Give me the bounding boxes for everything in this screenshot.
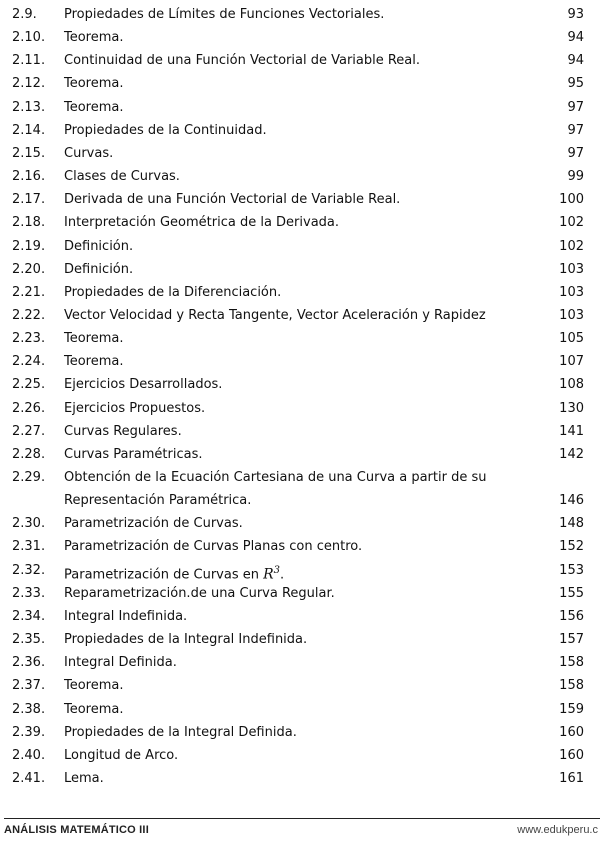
toc-entry-number: 2.19.	[12, 238, 46, 254]
toc-entry-number: 2.38.	[12, 701, 46, 717]
toc-entry-page: 158	[559, 678, 584, 694]
toc-entry-title-text: Teorema.	[64, 99, 124, 115]
toc-entry-title	[64, 651, 177, 674]
toc-entry	[0, 119, 600, 142]
toc-entry-page: 95	[567, 76, 584, 92]
toc-entry-title	[64, 281, 281, 304]
toc-entry-title-tail: .	[280, 566, 285, 582]
toc-entry-title	[64, 397, 205, 420]
toc-entry-number: 2.11.	[12, 53, 46, 69]
toc-entry-page: 97	[567, 122, 584, 138]
toc-entry-title	[64, 628, 307, 651]
toc-entry-page: 107	[559, 354, 584, 370]
toc-entry-number: 2.10.	[12, 30, 46, 46]
toc-entry-title	[64, 466, 486, 489]
toc-entry	[0, 96, 600, 119]
toc-entry-page: 158	[559, 655, 584, 671]
toc-entry-page: 156	[559, 608, 584, 624]
toc-entry-number: 2.14.	[12, 122, 46, 138]
toc-entry-title	[64, 304, 486, 327]
toc-entry-title-text: Integral Indefinida.	[64, 608, 188, 624]
toc-entry-title-text: Curvas Paramétricas.	[64, 446, 203, 462]
toc-entry	[0, 72, 600, 95]
toc-entry-title	[64, 327, 124, 350]
toc-entry-number: 2.36.	[12, 655, 46, 671]
toc-entry-title	[64, 674, 124, 697]
toc-entry-title-text: Propiedades de la Integral Indefinida.	[64, 632, 308, 648]
toc-entry-number: 2.30.	[12, 516, 46, 532]
toc-entry	[0, 582, 600, 605]
toc-entry	[0, 26, 600, 49]
toc-entry-number: 2.40.	[12, 747, 46, 763]
toc-entry-title-text: Curvas.	[64, 145, 114, 161]
toc-entry-title-text: Teorema.	[64, 30, 124, 46]
toc-entry-title	[64, 373, 222, 396]
toc-entry-number: 2.20.	[12, 261, 46, 277]
toc-entry-number: 2.21.	[12, 284, 46, 300]
toc-entry-title-text: Longitud de Arco.	[64, 747, 179, 763]
toc-entry-number: 2.15.	[12, 145, 46, 161]
toc-entry-title	[64, 582, 335, 605]
toc-entry-number: 2.23.	[12, 331, 46, 347]
toc-entry-title-text: Definición.	[64, 261, 134, 277]
toc-entry-title	[64, 605, 187, 628]
toc-entry-page: 94	[567, 30, 584, 46]
toc-entry	[0, 420, 600, 443]
toc-entry	[0, 350, 600, 373]
toc-entry-number: 2.25.	[12, 377, 46, 393]
toc-entry-page: 152	[559, 539, 584, 555]
math-superscript: 3	[273, 564, 281, 576]
toc-entry-title	[64, 767, 104, 790]
toc-entry	[0, 235, 600, 258]
toc-entry-title-text: Parametrización de Curvas en	[64, 566, 259, 582]
toc-entry-number: 2.39.	[12, 724, 46, 740]
toc-entry-page: 99	[567, 169, 584, 185]
toc-entry-title-text: Teorema.	[64, 678, 124, 694]
toc-entry-page: 97	[567, 145, 584, 161]
footer-divider	[4, 818, 600, 819]
toc-entry-page: 146	[559, 493, 584, 509]
toc-entry-page: 102	[559, 215, 584, 231]
toc-entry-title-text: Propiedades de la Continuidad.	[64, 122, 267, 138]
toc-entry-number: 2.28.	[12, 446, 46, 462]
toc-entry-title-text: Curvas Regulares.	[64, 423, 182, 439]
toc-entry	[0, 651, 600, 674]
toc-entry-title	[64, 49, 420, 72]
toc-entry-title-text: Teorema.	[64, 354, 124, 370]
toc-entry-page: 141	[559, 423, 584, 439]
toc-entry-title	[64, 119, 267, 142]
toc-entry-number: 2.18.	[12, 215, 46, 231]
toc-entry-page: 159	[559, 701, 584, 717]
footer-book-title: ANÁLISIS MATEMÁTICO III	[4, 824, 149, 836]
toc-entry-number: 2.29.	[12, 470, 46, 485]
toc-entry	[0, 674, 600, 697]
toc-entry-page: 105	[559, 331, 584, 347]
toc-entry	[0, 605, 600, 628]
toc-entry-title	[64, 744, 178, 767]
toc-entry-title-text: Teorema.	[64, 701, 124, 717]
toc-entry-page: 93	[567, 7, 584, 22]
toc-entry-number: 2.12.	[12, 76, 46, 92]
toc-entry-number: 2.13.	[12, 99, 46, 115]
toc-entry-title	[64, 698, 124, 721]
toc-entry-title-text: Parametrización de Curvas Planas con centro.	[64, 539, 363, 555]
toc-entry-title-text: Reparametrización.de una Curva Regular.	[64, 585, 335, 601]
toc-entry-number: 2.9.	[12, 7, 37, 22]
toc-entry-title-text: Vector Velocidad y Recta Tangente, Vector Aceleración y Rapidez	[64, 307, 486, 323]
toc-entry-page: 160	[559, 747, 584, 763]
toc-entry-page: 103	[559, 261, 584, 277]
toc-entry	[0, 628, 600, 651]
toc-entry-page: 157	[559, 632, 584, 648]
toc-entry-title-text: Teorema.	[64, 331, 124, 347]
toc-entry-page: 97	[567, 99, 584, 115]
toc-entry	[0, 535, 600, 558]
toc-entry-title	[64, 165, 180, 188]
toc-entry-page: 103	[559, 307, 584, 323]
footer-website: www.edukperu.c	[517, 824, 598, 836]
toc-entry	[0, 373, 600, 396]
toc-entry-page: 108	[559, 377, 584, 393]
toc-entry	[0, 721, 600, 744]
toc-entry	[0, 397, 600, 420]
toc-entry-title	[64, 258, 133, 281]
toc-entry-number: 2.27.	[12, 423, 46, 439]
toc-entry-title	[64, 188, 400, 211]
toc-entry	[0, 698, 600, 721]
toc-entry-title-text: Derivada de una Función Vectorial de Variable Real.	[64, 192, 401, 208]
toc-entry-title-text: Lema.	[64, 770, 104, 786]
toc-entry-page: 103	[559, 284, 584, 300]
toc-entry	[0, 489, 600, 512]
toc-entry-title	[64, 489, 251, 512]
toc-entry-number: 2.33.	[12, 585, 46, 601]
toc-entry	[0, 258, 600, 281]
toc-entry-page: 153	[559, 562, 584, 578]
toc-entry-title	[64, 72, 124, 95]
toc-entry-title	[64, 26, 124, 49]
toc-entry	[0, 281, 600, 304]
toc-entry-title-text: Integral Definida.	[64, 655, 177, 671]
toc-entry-title-text: Ejercicios Desarrollados.	[64, 377, 223, 393]
toc-entry-title	[64, 443, 203, 466]
toc-entry-title-text: Propiedades de la Integral Definida.	[64, 724, 297, 740]
toc-entry	[0, 512, 600, 535]
toc-entry-title	[64, 3, 384, 26]
math-symbol: R	[263, 565, 274, 582]
toc-entry-title-text: Continuidad de una Función Vectorial de Variable Real.	[64, 53, 421, 69]
toc-entry	[0, 188, 600, 211]
toc-entry	[0, 443, 600, 466]
toc-entry-number: 2.24.	[12, 354, 46, 370]
toc-entry-title-text: Definición.	[64, 238, 134, 254]
toc-entry-title	[64, 535, 362, 558]
toc-entry-title	[64, 142, 113, 165]
toc-entry-title	[64, 211, 339, 234]
toc-entry-title-text: Ejercicios Propuestos.	[64, 400, 206, 416]
toc-entry-page: 148	[559, 516, 584, 532]
toc-entry-title	[64, 512, 243, 535]
toc-entry-page: 160	[559, 724, 584, 740]
toc-entry-title-text: Interpretación Geométrica de la Derivada.	[64, 215, 340, 231]
toc-entry-page: 100	[559, 192, 584, 208]
toc-entry-title-text: Representación Paramétrica.	[64, 493, 252, 509]
toc-entry-number: 2.37.	[12, 678, 46, 694]
toc-entry-number: 2.35.	[12, 632, 46, 648]
toc-entry	[0, 49, 600, 72]
toc-entry-title	[64, 96, 124, 119]
toc-entry	[0, 466, 600, 489]
toc-entry-page: 94	[567, 53, 584, 69]
toc-entry-number: 2.34.	[12, 608, 46, 624]
toc-entry-title	[64, 235, 133, 258]
toc-entry-number: 2.41.	[12, 770, 46, 786]
toc-entry-page: 142	[559, 446, 584, 462]
toc-entry	[0, 744, 600, 767]
toc-entry	[0, 142, 600, 165]
toc-entry-number: 2.16.	[12, 169, 46, 185]
toc-entry-title-text: Teorema.	[64, 76, 124, 92]
toc-entry-title-text: Propiedades de la Diferenciación.	[64, 284, 282, 300]
toc-entry-title	[64, 721, 297, 744]
toc-entry-number: 2.32.	[12, 562, 46, 578]
toc-entry-number: 2.31.	[12, 539, 46, 555]
toc-entry-number: 2.22.	[12, 307, 46, 323]
toc-entry-number: 2.17.	[12, 192, 46, 208]
toc-entry-number: 2.26.	[12, 400, 46, 416]
toc-entry-title-text: Obtención de la Ecuación Cartesiana de una Curva a partir de su	[64, 470, 487, 485]
toc-entry-title-text: Clases de Curvas.	[64, 169, 180, 185]
toc-entry-page: 155	[559, 585, 584, 601]
toc-entry-page: 130	[559, 400, 584, 416]
toc-entry	[0, 3, 600, 26]
toc-entry	[0, 559, 600, 582]
toc-entry	[0, 211, 600, 234]
toc-entry-page: 102	[559, 238, 584, 254]
toc-entry-page: 161	[559, 770, 584, 786]
toc-entry	[0, 767, 600, 790]
toc-entry	[0, 327, 600, 350]
toc-entry-title-text: Propiedades de Límites de Funciones Vectoriales.	[64, 7, 385, 22]
toc-entry-title-text: Parametrización de Curvas.	[64, 516, 243, 532]
toc-entry-title	[64, 350, 124, 373]
toc-entry	[0, 165, 600, 188]
toc-entry	[0, 304, 600, 327]
toc-entry-title	[64, 420, 182, 443]
